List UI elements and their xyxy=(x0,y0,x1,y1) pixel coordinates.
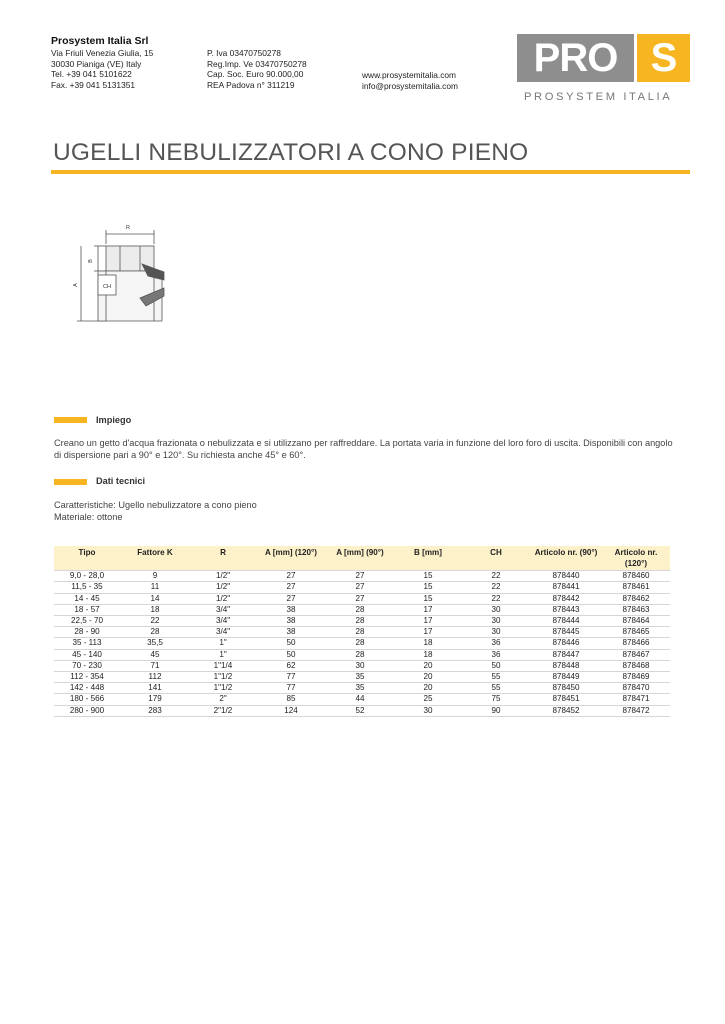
col-header: Tipo xyxy=(54,546,120,571)
col-header: R xyxy=(190,546,256,571)
table-cell: 45 - 140 xyxy=(54,649,120,660)
email-link[interactable]: info@prosystemitalia.com xyxy=(362,80,459,91)
col-header: B [mm] xyxy=(394,546,462,571)
table-cell: 14 xyxy=(120,593,190,604)
table-cell: 283 xyxy=(120,705,190,716)
table-cell: 1"1/2 xyxy=(190,683,256,694)
registry-line: Reg.Imp. Ve 03470750278 xyxy=(207,58,307,69)
table-cell: 50 xyxy=(256,638,326,649)
table-row xyxy=(54,638,670,649)
table-cell: 1" xyxy=(190,638,256,649)
table-cell: 2"1/2 xyxy=(190,705,256,716)
materiale-text: Materiale: ottone xyxy=(54,512,123,522)
table-cell: 15 xyxy=(394,571,462,582)
table-cell: 878448 xyxy=(530,660,602,671)
table-cell: 35,5 xyxy=(120,638,190,649)
table-cell: 22 xyxy=(462,571,530,582)
table-cell: 878460 xyxy=(602,571,670,582)
table-cell: 11,5 - 35 xyxy=(54,582,120,593)
caratteristiche-text: Caratteristiche: Ugello nebulizzatore a cono pieno xyxy=(54,500,257,510)
logo-s: S xyxy=(637,34,690,82)
table-cell: 3/4" xyxy=(190,616,256,627)
table-cell: 112 xyxy=(120,672,190,683)
contact-block xyxy=(362,70,458,91)
table-cell: 280 - 900 xyxy=(54,705,120,716)
table-cell: 878449 xyxy=(530,672,602,683)
table-cell: 9 xyxy=(120,571,190,582)
table-row xyxy=(54,582,670,593)
table-cell: 15 xyxy=(394,593,462,604)
table-cell: 9,0 - 28,0 xyxy=(54,571,120,582)
table-cell: 27 xyxy=(326,593,394,604)
table-cell: 22 xyxy=(462,582,530,593)
table-cell: 878443 xyxy=(530,604,602,615)
table-cell: 27 xyxy=(256,593,326,604)
table-cell: 878444 xyxy=(530,616,602,627)
table-row xyxy=(54,571,670,582)
table-cell: 28 xyxy=(326,638,394,649)
table-cell: 878472 xyxy=(602,705,670,716)
impiego-marker xyxy=(54,417,87,423)
vat-line: P. Iva 03470750278 xyxy=(207,48,281,58)
table-cell: 30 xyxy=(462,627,530,638)
table-row xyxy=(54,672,670,683)
table-cell: 18 xyxy=(394,649,462,660)
company-name: Prosystem Italia Srl xyxy=(51,35,149,47)
table-cell: 71 xyxy=(120,660,190,671)
table-cell: 1"1/2 xyxy=(190,672,256,683)
dim-label-r: R xyxy=(126,225,130,231)
col-header: CH xyxy=(462,546,530,571)
table-cell: 36 xyxy=(462,638,530,649)
table-cell: 14 - 45 xyxy=(54,593,120,604)
table-cell: 141 xyxy=(120,683,190,694)
table-row xyxy=(54,604,670,615)
table-cell: 28 xyxy=(120,627,190,638)
table-cell: 878442 xyxy=(530,593,602,604)
table-cell: 28 xyxy=(326,604,394,615)
table-cell: 27 xyxy=(326,571,394,582)
table-cell: 17 xyxy=(394,627,462,638)
table-cell: 38 xyxy=(256,616,326,627)
table-cell: 30 xyxy=(394,705,462,716)
table-cell: 878469 xyxy=(602,672,670,683)
table-cell: 27 xyxy=(256,582,326,593)
table-cell: 18 xyxy=(394,638,462,649)
table-cell: 90 xyxy=(462,705,530,716)
table-cell: 70 - 230 xyxy=(54,660,120,671)
table-cell: 50 xyxy=(462,660,530,671)
table-cell: 20 xyxy=(394,660,462,671)
title-underline xyxy=(51,170,690,174)
phone-line: Tel. +39 041 5101622 xyxy=(51,69,132,80)
table-cell: 18 xyxy=(120,604,190,615)
table-row xyxy=(54,616,670,627)
table-cell: 878463 xyxy=(602,604,670,615)
table-cell: 878440 xyxy=(530,571,602,582)
address-line: Via Friuli Venezia Giulia, 15 xyxy=(51,48,154,58)
table-cell: 35 xyxy=(326,672,394,683)
table-cell: 55 xyxy=(462,683,530,694)
table-row xyxy=(54,660,670,671)
table-cell: 85 xyxy=(256,694,326,705)
table-cell: 124 xyxy=(256,705,326,716)
table-body xyxy=(54,571,670,717)
col-header: Articolo nr. (90°) xyxy=(530,546,602,571)
table-cell: 1/2" xyxy=(190,571,256,582)
table-cell: 15 xyxy=(394,582,462,593)
table-cell: 878468 xyxy=(602,660,670,671)
col-header: Articolo nr. (120°) xyxy=(602,546,670,571)
table-cell: 28 xyxy=(326,649,394,660)
table-row xyxy=(54,627,670,638)
table-cell: 878470 xyxy=(602,683,670,694)
logo-pro: PRO xyxy=(517,34,634,82)
table-cell: 878450 xyxy=(530,683,602,694)
table-cell: 45 xyxy=(120,649,190,660)
table-cell: 3/4" xyxy=(190,627,256,638)
technical-table-wrapper xyxy=(54,546,670,717)
table-cell: 1" xyxy=(190,649,256,660)
table-cell: 27 xyxy=(326,582,394,593)
table-cell: 30 xyxy=(462,604,530,615)
table-cell: 28 xyxy=(326,616,394,627)
col-header: A [mm] (120°) xyxy=(256,546,326,571)
table-cell: 20 xyxy=(394,683,462,694)
table-header-row xyxy=(54,546,670,571)
table-cell: 878464 xyxy=(602,616,670,627)
table-cell: 30 xyxy=(462,616,530,627)
table-cell: 77 xyxy=(256,672,326,683)
table-cell: 3/4" xyxy=(190,604,256,615)
capital-line: Cap. Soc. Euro 90.000,00 xyxy=(207,69,304,80)
impiego-text: Creano un getto d'acqua frazionata o nebulizzata e si utilizzano per raffreddare. La portata varia in funzione del loro foro di uscita. Disponibili con angolo di dispersione pari a 90° e 120°. Su richiesta anche 45° e 60°. xyxy=(54,438,673,461)
table-cell: 28 - 90 xyxy=(54,627,120,638)
table-cell: 38 xyxy=(256,627,326,638)
dim-label-ch: CH xyxy=(103,284,111,290)
address-block xyxy=(51,48,153,90)
table-cell: 142 - 448 xyxy=(54,683,120,694)
table-cell: 2" xyxy=(190,694,256,705)
table-cell: 77 xyxy=(256,683,326,694)
table-row xyxy=(54,649,670,660)
dim-label-b: B xyxy=(88,259,94,263)
fax-line: Fax. +39 041 5131351 xyxy=(51,79,136,90)
registration-block xyxy=(207,48,307,90)
table-cell: 878465 xyxy=(602,627,670,638)
table-cell: 878447 xyxy=(530,649,602,660)
table-cell: 55 xyxy=(462,672,530,683)
table-cell: 1"1/4 xyxy=(190,660,256,671)
table-cell: 11 xyxy=(120,582,190,593)
table-cell: 20 xyxy=(394,672,462,683)
table-cell: 878445 xyxy=(530,627,602,638)
dati-heading: Dati tecnici xyxy=(96,476,146,486)
table-row xyxy=(54,683,670,694)
table-row xyxy=(54,705,670,716)
website-link[interactable]: www.prosystemitalia.com xyxy=(362,70,457,80)
company-logo xyxy=(517,34,690,104)
table-cell: 112 - 354 xyxy=(54,672,120,683)
table-cell: 878452 xyxy=(530,705,602,716)
table-cell: 22 xyxy=(462,593,530,604)
table-cell: 35 - 113 xyxy=(54,638,120,649)
table-cell: 17 xyxy=(394,616,462,627)
table-cell: 878462 xyxy=(602,593,670,604)
table-cell: 27 xyxy=(256,571,326,582)
table-cell: 180 - 566 xyxy=(54,694,120,705)
table-cell: 30 xyxy=(326,660,394,671)
col-header: A [mm] (90°) xyxy=(326,546,394,571)
table-cell: 52 xyxy=(326,705,394,716)
table-cell: 38 xyxy=(256,604,326,615)
table-cell: 878467 xyxy=(602,649,670,660)
dim-label-a: A xyxy=(73,283,79,287)
table-cell: 878441 xyxy=(530,582,602,593)
table-cell: 36 xyxy=(462,649,530,660)
logo-subtitle: PROSYSTEM ITALIA xyxy=(524,91,673,103)
table-row xyxy=(54,593,670,604)
table-row xyxy=(54,694,670,705)
table-cell: 35 xyxy=(326,683,394,694)
table-cell: 17 xyxy=(394,604,462,615)
nozzle-drawing xyxy=(68,208,208,358)
table-cell: 18 - 57 xyxy=(54,604,120,615)
table-cell: 878471 xyxy=(602,694,670,705)
col-header: Fattore K xyxy=(120,546,190,571)
table-cell: 25 xyxy=(394,694,462,705)
dati-marker xyxy=(54,479,87,485)
table-cell: 28 xyxy=(326,627,394,638)
table-cell: 1/2" xyxy=(190,593,256,604)
table-cell: 878466 xyxy=(602,638,670,649)
table-cell: 44 xyxy=(326,694,394,705)
address-line: 30030 Pianiga (VE) Italy xyxy=(51,58,142,69)
table-cell: 22,5 - 70 xyxy=(54,616,120,627)
table-cell: 878461 xyxy=(602,582,670,593)
table-cell: 62 xyxy=(256,660,326,671)
impiego-heading: Impiego xyxy=(96,415,132,425)
rea-line: REA Padova n° 311219 xyxy=(207,79,295,90)
table-cell: 878451 xyxy=(530,694,602,705)
table-cell: 22 xyxy=(120,616,190,627)
table-cell: 50 xyxy=(256,649,326,660)
table-cell: 878446 xyxy=(530,638,602,649)
table-cell: 1/2" xyxy=(190,582,256,593)
page-title: UGELLI NEBULIZZATORI A CONO PIENO xyxy=(53,139,529,166)
nozzle-drawing-svg xyxy=(68,208,208,358)
technical-table xyxy=(54,546,670,717)
table-cell: 75 xyxy=(462,694,530,705)
table-cell: 179 xyxy=(120,694,190,705)
